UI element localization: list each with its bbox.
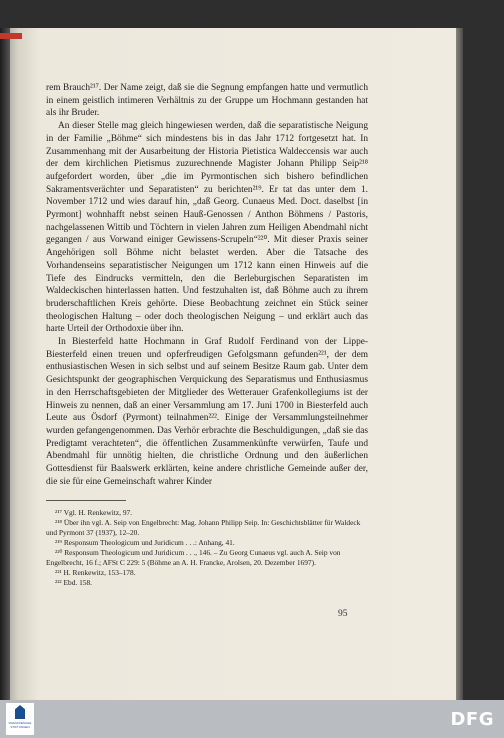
footnote-rule [46,500,126,501]
bookmark-ribbon [0,33,22,39]
footnote: ²¹⁹ Responsum Theologicum und Juridicum . . .: Anhang, 41. [55,537,235,547]
footnote: ²¹⁷ Vgl. H. Renkewitz, 97. [55,507,133,517]
footnote: ²²⁰ Responsum Theologicum und Juridicum . . ., 146. – Zu Georg Cunaeus vgl. auch A. Seip von Engelbrecht, 16 f.; AFSt C 229: 5 (Böhme an A. H. Francke, Arolsen, 20. Dezember 1697). [46,547,341,567]
footnotes [46,508,368,588]
main-text [46,82,368,489]
footnote: ²¹⁸ Über ihn vgl. A. Seip von Engelbrecht: Mag. Johann Philipp Seip. In: Geschichtsblätter für Waldeck und Pyrmont 37 (1937), 12–20. [46,517,361,537]
paragraph: rem Brauch²¹⁷. Der Name zeigt, daß sie die Segnung empfangen hatte und vermutlich in einem geistlich intimeren Verhältnis zu der Gruppe um Hochmann gestanden hat als ihr Bruder. [46,83,368,119]
paragraph: In Biesterfeld hatte Hochmann in Graf Rudolf Ferdinand von der Lippe-Biesterfeld einen treuen und opferfreudigen Gefolgsmann gefunden²²¹, der dem enthusiastischen Wesen in sich selbst und auf seinem Besitze Raum gab. Unter dem Gesichtspunkt der geographischen Verquickung des Separatismus und Enthusiasmus in den Herrschaftsgebieten der Mitglieder des Wetterauer Grafenkollegiums ist der Hinweis zu nennen, daß an einer Versammlung am 17. Juni 1700 in Biesterfeld auch Leute aus Ösdorf (Pyrmont) teilnahmen²²². Einige der Versammlungsteilnehmer wurden gefangengenommen. Das Verhör erbrachte die Beschuldigungen, „daß sie das Predigtamt verachteten“, die öffentlichen Zusammenkünfte verwürfen, Taufe und Abendmahl für unnötig hielten, die christliche Ordnung und den äußerlichen Gottesdienst für Baalswerk erklärten, keine andere christliche Gemeinde außer der, die sie für eine Gemeinschaft wahrer Kinder [46,337,368,487]
page-text [46,82,368,588]
institution-logo[interactable] [6,703,34,735]
emblem-icon [15,705,25,719]
page-edge [456,28,463,700]
paragraph: An dieser Stelle mag gleich hingewiesen werden, daß die separatistische Neigung in der Familie „Böhme“ sich mindestens bis in das Jahr 1712 fortgesetzt hat. In Zusammenhang mit der Ausarbeitung der Historia Pietistica Waldeccensis war auch der dem kirchlichen Pietismus zuzurechnende Magister Johann Philipp Seip²¹⁸ aufgefordert worden, über „die im Pyrmontischen sich bishero befindlichen Sakramentsverächter und Separatisten“ zu berichten²¹⁹. Er tat das unter dem 1. November 1712 und wies darauf hin, „daß Georg. Cunaeus Med. Doct. daselbst [in Pyrmont] wohnhafft nebst seinen Hauß-Genossen / Anthon Böhmens / Pastoris, nachgelassenen Wittib und Töchtern in vielen Jahren zum Heiligen Abendmahl nicht gegangen / aus Vorwand einiger Gewissens-Scrupeln“²²⁰. Mit dieser Praxis seiner Angehörigen soll Böhme nicht belastet werden. Aber die Tatsache des Vorhandenseins separatistischer Neigungen um 1712 kann einen Hinweis auf die Tiefe des Eindrucks vermitteln, den die Berleburgischen Separatisten im Waldeckischen hinterlassen hatten. Und festzuhalten ist, daß Böhme auch zu ihrem bruderschaftlichen Kreis gehörte. Diese Beobachtung zeichnet ein Stück seiner theologischen Haltung – oder doch theologischen Neigung – und erklärt auch das harte Urteil der Orthodoxie über ihn. [46,121,368,335]
logo-text: FRANCKESCHE STIFTUNGEN [8,721,32,729]
footnote: ²²² Ebd. 158. [55,577,93,587]
footnote: ²²¹ H. Renkewitz, 153–178. [55,567,136,577]
dfg-logo[interactable]: DFG [450,709,494,730]
book-spine [0,28,10,700]
viewer-footer [0,700,504,738]
page-number: 95 [338,609,348,619]
